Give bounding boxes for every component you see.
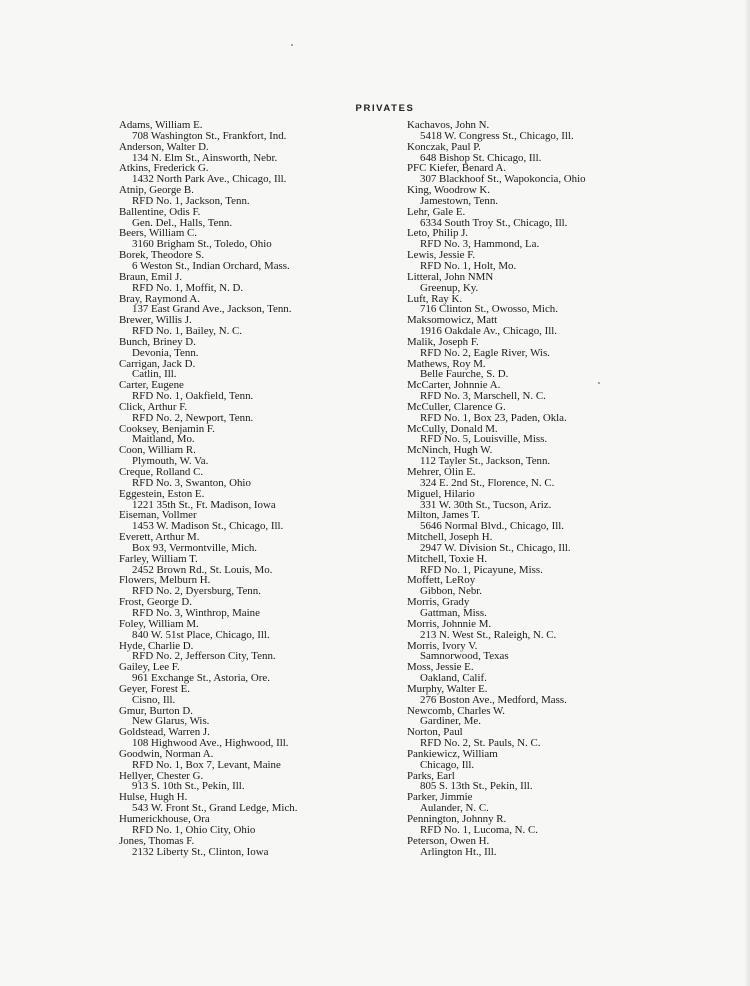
roster-entry [119, 185, 409, 207]
entry-name: Brewer, Willis J. [119, 314, 192, 327]
entry-name: Norton, Paul [407, 726, 463, 739]
entry-address: RFD No. 2, Jefferson City, Tenn. [132, 650, 276, 663]
entry-address: Gardiner, Me. [420, 715, 481, 728]
entry-address: Aulander, N. C. [420, 802, 489, 815]
entry-address: Box 93, Vermontville, Mich. [132, 541, 258, 554]
entry-address: 134 N. Elm St., Ainsworth, Nebr. [132, 151, 278, 164]
entry-address: Samnorwood, Texas [420, 650, 509, 663]
roster-entry [119, 272, 409, 294]
entry-address: 805 S. 13th St., Pekin, Ill. [420, 780, 533, 793]
roster-entry [119, 662, 409, 684]
entry-name: Malik, Joseph F. [407, 335, 479, 348]
entry-address: 5646 Normal Blvd., Chicago, Ill. [420, 520, 564, 533]
entry-name: Anderson, Walter D. [119, 140, 209, 153]
entry-name: Carrigan, Jack D. [119, 357, 196, 370]
roster-entry [119, 445, 409, 467]
right-roster-column [407, 120, 707, 857]
section-heading: PRIVATES [355, 103, 415, 114]
roster-entry [407, 467, 707, 489]
entry-name: Peterson, Owen H. [407, 834, 490, 847]
entry-address: RFD No. 1, Ohio City, Ohio [132, 823, 256, 836]
roster-entry [407, 207, 707, 229]
left-roster-column [119, 120, 409, 857]
entry-name: Parker, Jimmie [407, 791, 473, 804]
entry-address: RFD No. 3, Marschell, N. C. [420, 390, 546, 403]
entry-name: Braun, Emil J. [119, 270, 182, 283]
entry-name: Foley, William M. [119, 617, 199, 630]
entry-name: McCully, Donald M. [407, 422, 498, 435]
entry-name: McNinch, Hugh W. [407, 444, 493, 457]
roster-entry [407, 554, 707, 576]
entry-address: 543 W. Front St., Grand Ledge, Mich. [132, 802, 298, 815]
entry-name: Lehr, Gale E. [407, 205, 466, 218]
roster-entry [119, 575, 409, 597]
entry-name: Gailey, Lee F. [119, 661, 180, 674]
roster-entry [119, 771, 409, 793]
roster-entry [119, 315, 409, 337]
roster-entry [407, 727, 707, 749]
entry-address: 108 Highwood Ave., Highwood, Ill. [132, 737, 289, 750]
entry-name: Hyde, Charlie D. [119, 639, 194, 652]
entry-name: Carter, Eugene [119, 379, 184, 392]
entry-address: 331 W. 30th St., Tucson, Ariz. [420, 498, 552, 511]
roster-entry [407, 619, 707, 641]
roster-entry [119, 380, 409, 402]
roster-entry [119, 532, 409, 554]
entry-address: 2452 Brown Rd., St. Louis, Mo. [132, 563, 273, 576]
roster-entry [407, 359, 707, 381]
entry-address: 708 Washington St., Frankfort, Ind. [132, 129, 287, 142]
entry-address: 6 Weston St., Indian Orchard, Mass. [132, 259, 290, 272]
entry-name: Coon, William R. [119, 444, 196, 457]
roster-entry [119, 597, 409, 619]
entry-address: RFD No. 3, Hammond, La. [420, 238, 540, 251]
entry-name: Leto, Philip J. [407, 227, 469, 240]
entry-address: RFD No. 1, Jackson, Tenn. [132, 194, 250, 207]
entry-address: RFD No. 1, Lucoma, N. C. [420, 823, 538, 836]
roster-entry [119, 402, 409, 424]
roster-entry [119, 814, 409, 836]
entry-address: Cisno, Ill. [132, 693, 176, 706]
entry-name: Hulse, Hugh H. [119, 791, 188, 804]
entry-name: Milton, James T. [407, 509, 480, 522]
entry-address: RFD No. 3, Swanton, Ohio [132, 476, 251, 489]
entry-name: Mathews, Roy M. [407, 357, 486, 370]
roster-entry [407, 749, 707, 771]
entry-name: Newcomb, Charles W. [407, 704, 505, 717]
entry-name: Creque, Rolland C. [119, 466, 204, 478]
page-edge-shadow [744, 0, 750, 986]
entry-address: 648 Bishop St. Chicago, Ill. [420, 151, 542, 164]
entry-address: Oakland, Calif. [420, 672, 487, 685]
roster-entry [119, 424, 409, 446]
roster-entry [407, 836, 707, 858]
entry-name: Mitchell, Toxie H. [407, 552, 488, 565]
roster-entry [119, 207, 409, 229]
entry-address: Devonia, Tenn. [132, 346, 199, 359]
roster-entry [407, 315, 707, 337]
roster-entry [407, 510, 707, 532]
roster-entry [119, 554, 409, 576]
entry-address: 961 Exchange St., Astoria, Ore. [132, 672, 270, 685]
roster-entry [407, 228, 707, 250]
entry-address: 1432 North Park Ave., Chicago, Ill. [132, 173, 287, 186]
roster-entry [407, 185, 707, 207]
entry-address: RFD No. 2, Eagle River, Wis. [420, 346, 550, 359]
entry-name: Hellyer, Chester G. [119, 769, 204, 782]
entry-address: RFD No. 1, Bailey, N. C. [132, 325, 243, 338]
entry-name: Miguel, Hilario [407, 487, 475, 500]
entry-address: RFD No. 2, Dyersburg, Tenn. [132, 585, 261, 598]
entry-name: Moss, Jessie E. [407, 661, 474, 674]
entry-name: Ballentine, Odis F. [119, 205, 201, 218]
entry-name: Morris, Ivory V. [407, 639, 478, 652]
entry-address: 2132 Liberty St., Clinton, Iowa [132, 845, 269, 858]
entry-name: Adams, William E. [119, 119, 203, 131]
entry-address: Belle Faurche, S. D. [420, 368, 509, 381]
entry-name: Morris, Grady [407, 596, 470, 609]
entry-name: Bunch, Briney D. [119, 335, 196, 348]
roster-entry [407, 575, 707, 597]
roster-entry [407, 597, 707, 619]
entry-name: PFC Kiefer, Benard A. [407, 162, 507, 175]
entry-name: Click, Arthur F. [119, 400, 188, 413]
entry-name: Jones, Thomas F. [119, 834, 195, 847]
roster-entry [119, 727, 409, 749]
entry-name: Mitchell, Joseph H. [407, 531, 493, 544]
entry-address: 324 E. 2nd St., Florence, N. C. [420, 476, 555, 489]
entry-address: RFD No. 1, Picayune, Miss. [420, 563, 543, 576]
roster-entry [119, 706, 409, 728]
entry-address: 307 Blackhoof St., Wapokoncia, Ohio [420, 173, 586, 186]
entry-address: Gibbon, Nebr. [420, 585, 483, 598]
entry-name: Cooksey, Benjamin F. [119, 422, 215, 435]
roster-entry [119, 228, 409, 250]
entry-address: 1453 W. Madison St., Chicago, Ill. [132, 520, 284, 533]
entry-address: RFD No. 1, Holt, Mo. [420, 259, 517, 272]
entry-name: Goodwin, Norman A. [119, 747, 214, 760]
entry-address: RFD No. 2, Newport, Tenn. [132, 411, 254, 424]
roster-entry [407, 445, 707, 467]
entry-name: Parks, Earl [407, 769, 455, 782]
entry-name: Lewis, Jessie F. [407, 249, 476, 262]
roster-entry [119, 641, 409, 663]
roster-entry [119, 489, 409, 511]
roster-entry [407, 424, 707, 446]
roster-entry [119, 510, 409, 532]
entry-address: 1916 Oakdale Av., Chicago, Ill. [420, 325, 558, 338]
entry-name: Goldstead, Warren J. [119, 726, 210, 739]
roster-entry [407, 163, 707, 185]
entry-name: Atkins, Frederick G. [119, 162, 209, 175]
entry-address: 213 N. West St., Raleigh, N. C. [420, 628, 557, 641]
entry-name: Luft, Ray K. [407, 292, 463, 305]
entry-address: Jamestown, Tenn. [420, 194, 498, 207]
entry-address: Chicago, Ill. [420, 758, 475, 771]
roster-entry [407, 814, 707, 836]
entry-name: Gmur, Burton D. [119, 704, 193, 717]
roster-entry [407, 641, 707, 663]
entry-address: RFD No. 5, Louisville, Miss. [420, 433, 548, 446]
entry-name: Murphy, Walter E. [407, 682, 488, 695]
entry-name: Atnip, George B. [119, 184, 194, 197]
roster-entry [407, 294, 707, 316]
entry-address: 137 East Grand Ave., Jackson, Tenn. [132, 303, 292, 316]
entry-name: Farley, William T. [119, 552, 198, 565]
entry-address: Gen. Del., Halls, Tenn. [132, 216, 233, 229]
entry-name: Mehrer, Olin E. [407, 466, 476, 478]
roster-entry [407, 792, 707, 814]
roster-entry [119, 467, 409, 489]
roster-entry [407, 771, 707, 793]
entry-address: 112 Tayler St., Jackson, Tenn. [420, 455, 551, 468]
entry-address: Maitland, Mo. [132, 433, 195, 446]
roster-entry [407, 402, 707, 424]
entry-address: 840 W. 51st Place, Chicago, Ill. [132, 628, 270, 641]
roster-entry [407, 250, 707, 272]
roster-entry [119, 792, 409, 814]
entry-address: New Glarus, Wis. [132, 715, 210, 728]
entry-name: Morris, Johnnie M. [407, 617, 492, 630]
entry-name: King, Woodrow K. [407, 184, 491, 197]
entry-name: Eiseman, Vollmer [119, 509, 197, 522]
roster-entry [119, 142, 409, 164]
entry-address: Arlington Ht., Ill. [420, 845, 497, 858]
entry-name: Flowers, Melburn H. [119, 574, 211, 587]
entry-address: 3160 Brigham St., Toledo, Ohio [132, 238, 272, 251]
roster-entry [407, 142, 707, 164]
entry-name: McCarter, Johnnie A. [407, 379, 501, 392]
roster-entry [119, 294, 409, 316]
entry-name: Beers, William C. [119, 227, 198, 240]
roster-entry [407, 662, 707, 684]
roster-entry [119, 250, 409, 272]
entry-address: 913 S. 10th St., Pekin, Ill. [132, 780, 245, 793]
roster-entry [407, 337, 707, 359]
entry-address: 716 Clinton St., Owosso, Mich. [420, 303, 558, 316]
roster-entry [119, 163, 409, 185]
entry-address: RFD No. 3, Winthrop, Maine [132, 606, 260, 619]
entry-address: 5418 W. Congress St., Chicago, Ill. [420, 129, 574, 142]
roster-entry [407, 706, 707, 728]
roster-entry [407, 489, 707, 511]
roster-entry [119, 836, 409, 858]
entry-name: Humerickhouse, Ora [119, 813, 210, 825]
entry-name: Geyer, Forest E. [119, 682, 190, 695]
entry-name: Bray, Raymond A. [119, 292, 200, 305]
roster-entry [119, 337, 409, 359]
roster-entry [119, 619, 409, 641]
entry-name: Maksomowicz, Matt [407, 314, 498, 327]
roster-entry [407, 120, 707, 142]
roster-entry [407, 532, 707, 554]
entry-address: Greenup, Ky. [420, 281, 479, 294]
entry-address: RFD No. 1, Box 7, Levant, Maine [132, 758, 281, 771]
roster-entry [407, 272, 707, 294]
entry-name: Borek, Theodore S. [119, 249, 205, 262]
roster-entry [119, 359, 409, 381]
entry-name: Frost, George D. [119, 596, 193, 609]
entry-name: Moffett, LeRoy [407, 574, 476, 587]
roster-entry [119, 749, 409, 771]
entry-name: Kachavos, John N. [407, 119, 490, 131]
entry-name: Everett, Arthur M. [119, 531, 200, 544]
entry-name: Pankiewicz, William [407, 747, 498, 760]
entry-name: Litteral, John NMN [407, 270, 494, 283]
roster-entry [407, 684, 707, 706]
entry-name: Konczak, Paul P. [407, 140, 481, 153]
entry-address: Plymouth, W. Va. [132, 455, 209, 468]
entry-address: 276 Boston Ave., Medford, Mass. [420, 693, 567, 706]
entry-name: McCuller, Clarence G. [407, 400, 506, 413]
roster-entry [119, 120, 409, 142]
entry-address: 1221 35th St., Ft. Madison, Iowa [132, 498, 276, 511]
entry-name: Pennington, Johnny R. [407, 813, 507, 825]
entry-address: RFD No. 1, Moffit, N. D. [132, 281, 244, 294]
entry-address: 2947 W. Division St., Chicago, Ill. [420, 541, 571, 554]
entry-name: Eggestein, Eston E. [119, 487, 205, 500]
entry-address: RFD No. 1, Oakfield, Tenn. [132, 390, 254, 403]
entry-address: Catlin, Ill. [132, 368, 177, 381]
roster-entry [407, 380, 707, 402]
entry-address: RFD No. 2, St. Pauls, N. C. [420, 737, 541, 750]
entry-address: Gattman, Miss. [420, 606, 487, 619]
roster-entry [119, 684, 409, 706]
paper-speck [291, 44, 293, 46]
entry-address: RFD No. 1, Box 23, Paden, Okla. [420, 411, 567, 424]
entry-address: 6334 South Troy St., Chicago, Ill. [420, 216, 568, 229]
